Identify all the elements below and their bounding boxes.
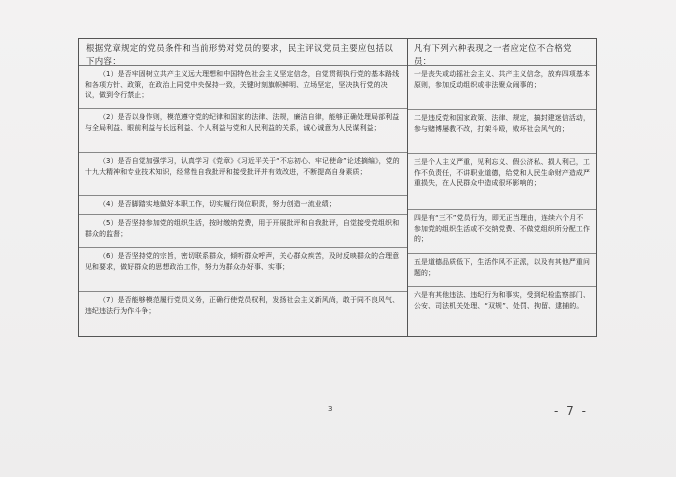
small-page-mark: 3 <box>328 405 333 413</box>
right-header: 凡有下列六种表现之一者应定位不合格党员： <box>408 39 596 66</box>
right-item-6: 六是有其他违法、违纪行为和事实，受到纪检监察部门、公安、司法机关处理、“双规”、处罚、拘留、逮捕的。 <box>414 291 591 310</box>
left-item-3: （3）是否自觉加强学习，认真学习《党章》《习近平关于“不忘初心、牢记使命”论述摘编》，党的十九大精神和专业技术知识，经常性自我批评和接受批评并有效改进，不断提高自身素质； <box>79 153 407 196</box>
left-header: 根据党章规定的党员条件和当前形势对党员的要求，民主评议党员主要应包括以下内容： <box>79 39 407 66</box>
left-item-2: （2）是否以身作则，模范遵守党的纪律和国家的法律、法规，廉洁自律，能够正确处理局部利益与全局利益、眼前利益与长远利益、个人利益与党和人民利益的关系，诚心诚意为人民谋利益； <box>79 109 407 153</box>
page-number: - 7 - <box>554 404 588 418</box>
right-item-1: 一是丧失或动摇社会主义、共产主义信念，放弃四项基本原则，参加反动组织或非法聚众闹事的； <box>408 66 596 110</box>
evaluation-table <box>78 38 597 337</box>
right-item-2: 二是违反党和国家政策、法律、规定，搞封建迷信活动，参与赌博屡教不改，打架斗殴，败坏社会风气的； <box>408 110 596 154</box>
left-item-7: （7）是否能够模范履行党员义务，正确行使党员权利，发扬社会主义新风尚，敢于同不良风气、违纪违法行为作斗争； <box>85 296 400 315</box>
right-item-5: 五是道德品质低下，生活作风不正派，以及有其他严重问题的； <box>408 254 596 287</box>
left-item-1: （1）是否牢固树立共产主义远大理想和中国特色社会主义坚定信念，自觉贯彻执行党的基本路线和各项方针、政策，在政治上同党中央保持一致，关键时刻旗帜鲜明、立场坚定，坚决执行党的决议，做到令行禁止； <box>79 66 407 109</box>
left-item-5: （5）是否坚持参加党的组织生活，按时缴纳党费，用于开展批评和自我批评，自觉接受党组织和群众的监督； <box>79 215 407 248</box>
left-item-4: （4）是否脚踏实地做好本职工作，切实履行岗位职责，努力创造一流业绩； <box>79 196 407 215</box>
right-item-4: 四是有“三不”党员行为，即无正当理由，连续六个月不参加党的组织生活或不交纳党费、不做党组织所分配工作的； <box>408 210 596 254</box>
left-item-6: （6）是否坚持党的宗旨，密切联系群众，倾听群众呼声，关心群众疾苦，及时反映群众的合理意见和要求，做好群众的思想政治工作，努力为群众办好事、实事； <box>79 248 407 292</box>
left-column <box>79 39 407 336</box>
right-item-3: 三是个人主义严重，见利忘义、假公济私、损人利己，工作不负责任，不讲职业道德，给党和人民生命财产造成严重损失，在人民群众中造成很坏影响的； <box>408 154 596 210</box>
right-column <box>408 39 596 336</box>
